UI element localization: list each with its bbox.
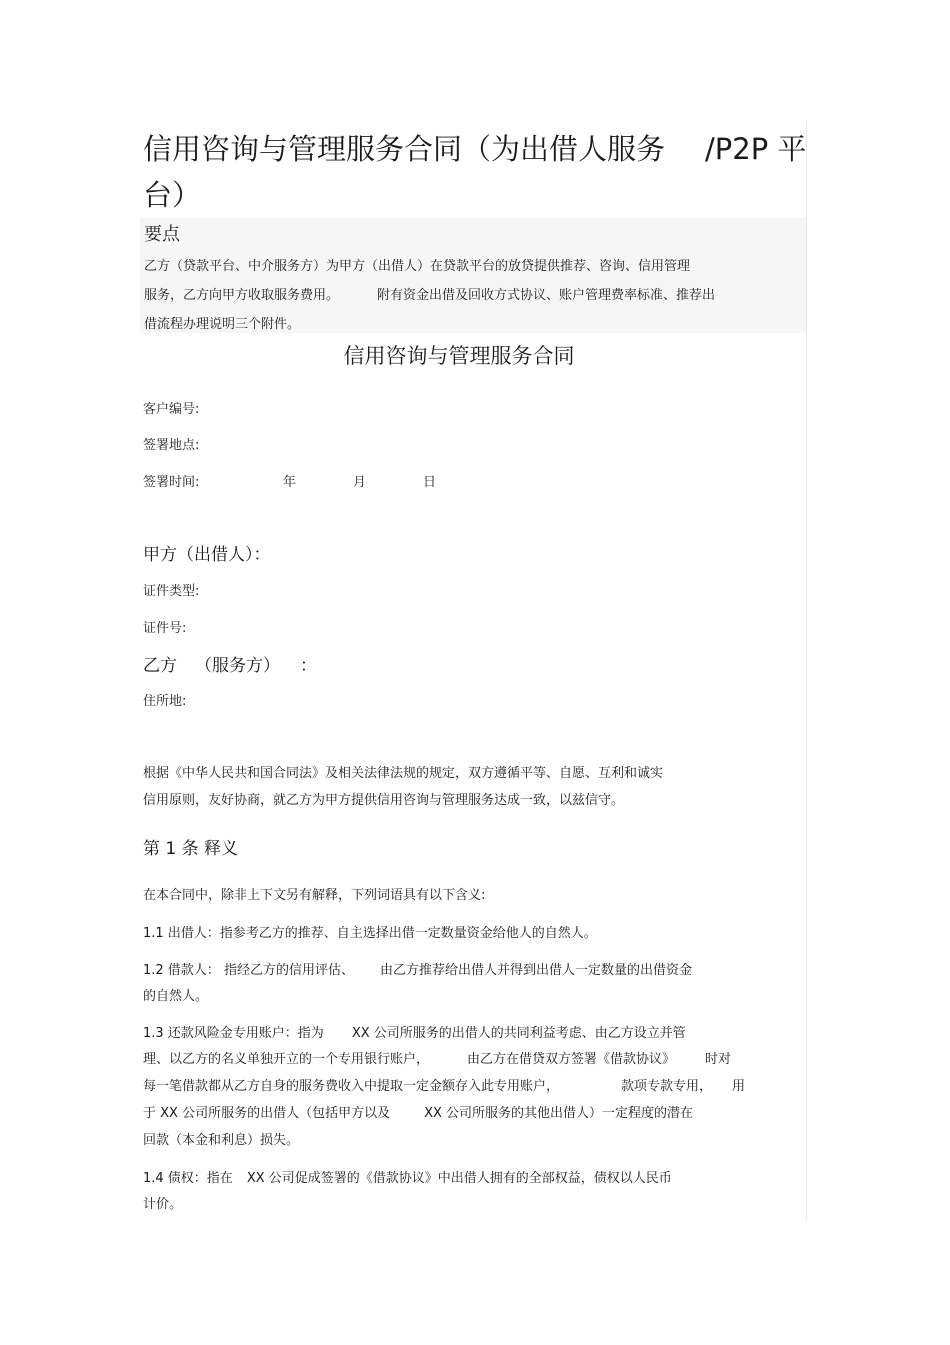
clause-1-3-4b: XX 公司所服务的其他出借人）一定程度的潜在 <box>424 1106 694 1121</box>
document-title-suffix: /P2P 平 <box>705 132 807 166</box>
summary-line-2b: 附有资金出借及回收方式协议、账户管理费率标准、推荐出 <box>377 288 716 303</box>
contract-title: 信用咨询与管理服务合同 <box>343 344 575 368</box>
clause-1-4b: XX 公司促成签署的《借款协议》中出借人拥有的全部权益，债权以人民币 <box>246 1171 672 1186</box>
clause-1-3-line-1 <box>143 1022 686 1041</box>
party-b-heading <box>143 651 317 676</box>
day-label: 日 <box>423 475 437 490</box>
clause-1-3-2a: 理、以乙方的名义单独开立的一个专用银行账户， <box>143 1052 430 1067</box>
party-b-heading-c: ： <box>300 656 317 676</box>
clause-1-3-line-4 <box>143 1102 693 1121</box>
right-margin-rule <box>806 120 807 1220</box>
clause-1-3-line-5: 回款（本金和利息）损失。 <box>143 1133 300 1148</box>
article-1-intro: 在本合同中，除非上下文另有解释，下列词语具有以下含义: <box>143 888 486 903</box>
clause-1-3-2b: 由乙方在借贷双方签署《借款协议》 <box>467 1052 676 1067</box>
document-title-line-1 <box>143 126 805 172</box>
clause-1-1: 1.1 出借人：指参考乙方的推荐、自主选择出借一定数量资金给他人的自然人。 <box>143 926 597 941</box>
clause-1-3-2c: 时对 <box>705 1052 732 1067</box>
clause-1-2b: 由乙方推荐给出借人并得到出借人一定数量的出借资金 <box>379 963 692 978</box>
month-label: 月 <box>353 475 367 490</box>
clause-1-3-3c: 用 <box>732 1079 746 1094</box>
clause-1-3-3b: 款项专款专用， <box>621 1079 713 1094</box>
clause-1-4a: 1.4 债权：指在 <box>143 1171 233 1186</box>
clause-1-3-line-2 <box>143 1048 731 1067</box>
summary-line-1: 乙方（贷款平台、中介服务方）为甲方（出借人）在贷款平台的放贷提供推荐、咨询、信用管理 <box>144 259 691 274</box>
clause-1-2-line-1 <box>143 959 692 978</box>
year-label: 年 <box>283 475 297 490</box>
party-a-heading: 甲方（出借人）： <box>143 545 271 565</box>
sign-time-label: 签署时间: <box>143 475 200 490</box>
summary-heading: 要点 <box>144 224 180 245</box>
clause-1-4-line-1 <box>143 1167 672 1186</box>
id-type-label: 证件类型: <box>143 584 200 599</box>
party-b-heading-b: （服务方） <box>195 656 280 676</box>
sign-time-row <box>143 471 436 490</box>
party-b-heading-a: 乙方 <box>143 656 177 676</box>
preamble-line-2: 信用原则，友好协商，就乙方为甲方提供信用咨询与管理服务达成一致，以兹信守。 <box>143 793 625 808</box>
summary-line-3: 借流程办理说明三个附件。 <box>144 317 301 332</box>
clause-1-3-3a: 每一笔借款都从乙方自身的服务费收入中提取一定金额存入此专用账户， <box>143 1079 560 1094</box>
document-title-main: 信用咨询与管理服务合同（为出借人服务 <box>143 132 666 166</box>
document-title <box>143 126 805 218</box>
address-label: 住所地: <box>143 694 187 709</box>
summary-box <box>140 218 806 333</box>
sign-place-label: 签署地点: <box>143 438 200 453</box>
summary-line-2 <box>144 284 715 303</box>
preamble-line-1: 根据《中华人民共和国合同法》及相关法律法规的规定，双方遵循平等、自愿、互利和诚实 <box>143 766 664 781</box>
clause-1-2-line-2: 的自然人。 <box>143 989 209 1004</box>
article-1-heading: 第 1 条 释义 <box>143 839 239 859</box>
document-title-line-2: 台） <box>143 178 202 212</box>
customer-number-label: 客户编号: <box>143 402 200 417</box>
id-number-label: 证件号: <box>143 621 187 636</box>
summary-line-2a: 服务，乙方向甲方收取服务费用。 <box>144 288 340 303</box>
clause-1-2a: 1.2 借款人： 指经乙方的信用评估、 <box>143 963 354 978</box>
clause-1-3-4a: 于 XX 公司所服务的出借人（包括甲方以及 <box>143 1106 391 1121</box>
clause-1-4-line-2: 计价。 <box>143 1197 183 1212</box>
clause-1-3-1a: 1.3 还款风险金专用账户：指为 <box>143 1026 324 1041</box>
clause-1-3-line-3 <box>143 1075 745 1094</box>
clause-1-3-1b: XX 公司所服务的出借人的共同利益考虑、由乙方设立并管 <box>351 1026 686 1041</box>
